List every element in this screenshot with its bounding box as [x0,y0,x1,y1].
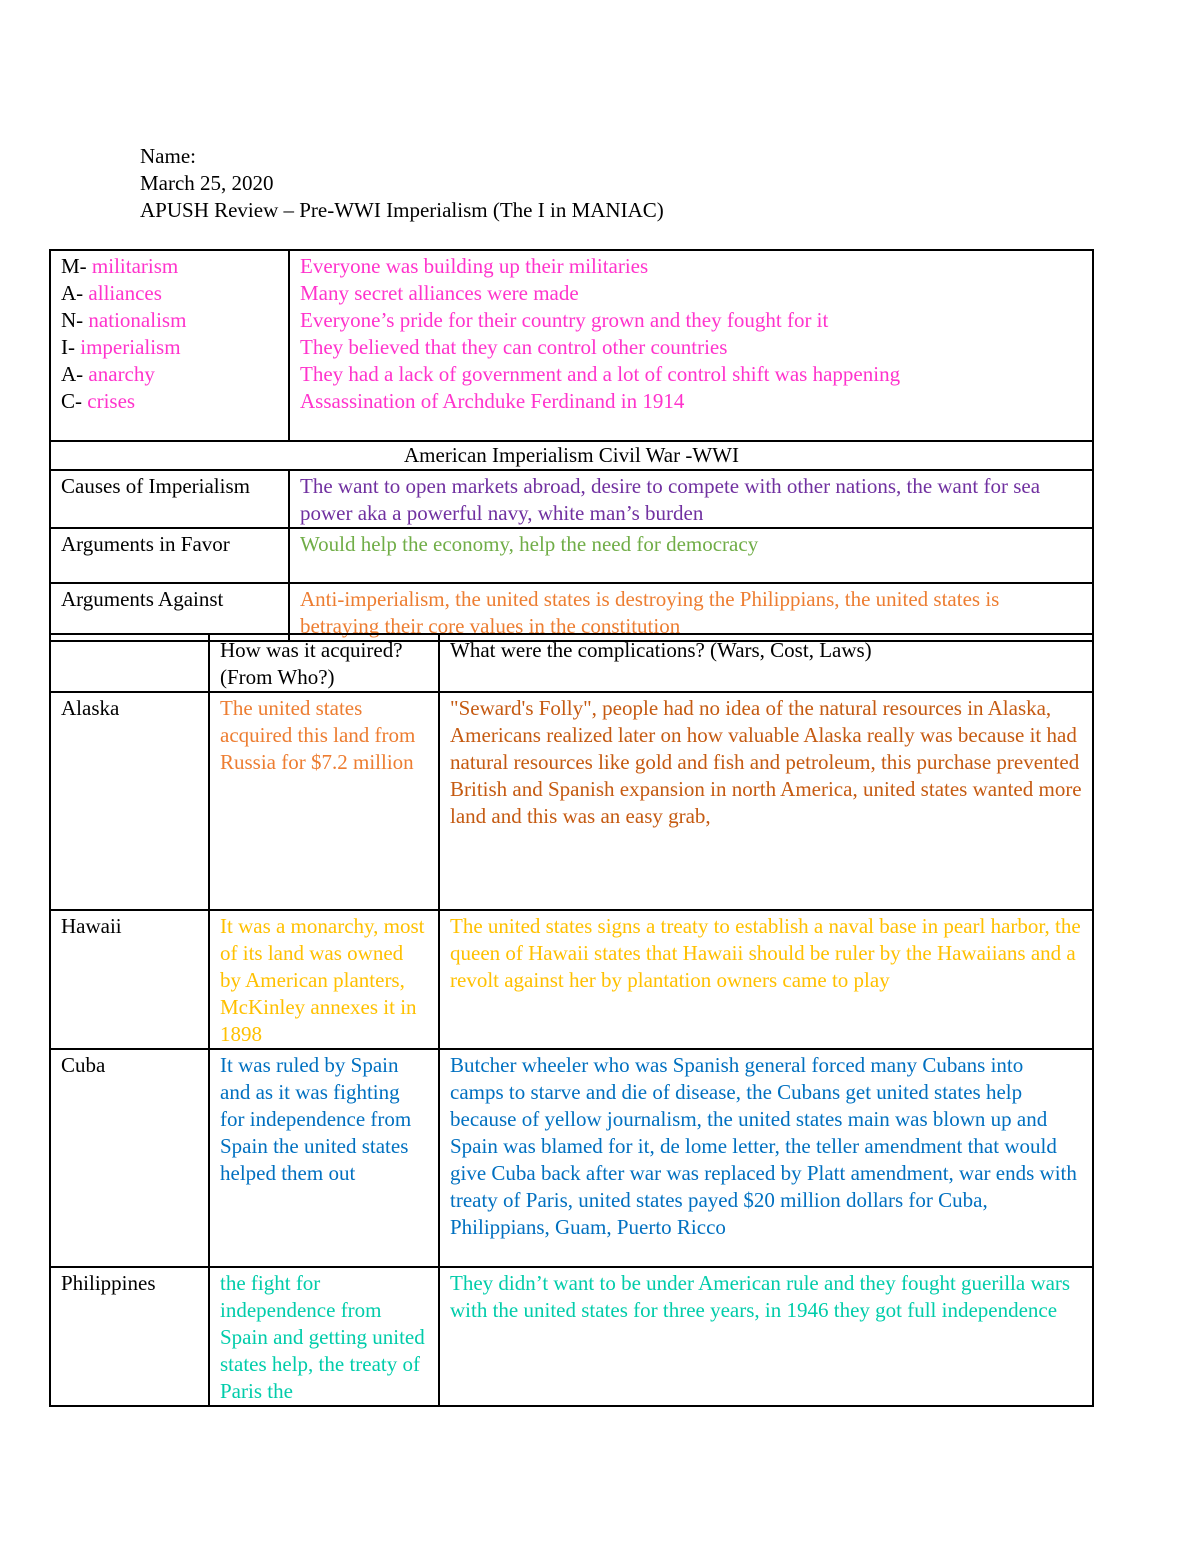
territories-header-empty [50,634,209,692]
territory-acquired: the fight for independence from Spain and getting united states help, the treaty of Paris the [209,1267,439,1406]
territory-name: Alaska [50,692,209,910]
territory-name: Cuba [50,1049,209,1267]
territory-complications: "Seward's Folly", people had no idea of the natural resources in Alaska, Americans realized later on how valuable Alaska really was because it had natural resources like gold and fish and petroleum, this purchase prevented British and Spanish expansion in north America, united states wanted more land and this was an easy grab, [439,692,1093,910]
maniac-term-crises: C- crises [61,389,136,413]
territory-complications: The united states signs a treaty to establish a naval base in pearl harbor, the queen of Hawaii states that Hawaii should be ruler by the Hawaiians and a revolt against her by plantation owners came to play [439,910,1093,1049]
territories-header-row [50,634,1093,692]
against-label: Arguments Against [50,583,289,641]
territory-complications: They didn’t want to be under American rule and they fought guerilla wars with the united states for three years, in 1946 they got full independence [439,1267,1093,1406]
date-line: March 25, 2020 [140,171,274,195]
territory-row-hawaii [50,910,1093,1049]
maniac-term-alliances: A- alliances [61,281,162,305]
american-imperialism-title-row [50,441,1093,470]
maniac-desc-crises: Assassination of Archduke Ferdinand in 1914 [300,389,685,413]
favor-label: Arguments in Favor [50,528,289,583]
against-text: Anti-imperialism, the united states is destroying the Philippians, the united states is betraying their core values in the constitution [289,583,1093,641]
territory-row-cuba [50,1049,1093,1267]
american-imperialism-table [49,440,1094,642]
col-complications-header: What were the complications? (Wars, Cost, Laws) [439,634,1093,692]
maniac-desc-nationalism: Everyone’s pride for their country grown and they fought for it [300,308,829,332]
territory-acquired: It was a monarchy, most of its land was owned by American planters, McKinley annexes it in 1898 [209,910,439,1049]
maniac-descriptions-cell [289,250,1093,441]
maniac-row [50,250,1093,441]
maniac-desc-imperialism: They believed that they can control other countries [300,335,728,359]
maniac-term-nationalism: N- nationalism [61,308,187,332]
maniac-desc-alliances: Many secret alliances were made [300,281,579,305]
territory-row-philippines [50,1267,1093,1406]
maniac-terms-cell [50,250,289,441]
territory-acquired: It was ruled by Spain and as it was fighting for independence from Spain the united states helped them out [209,1049,439,1267]
name-line: Name: [140,144,196,168]
territory-name: Philippines [50,1267,209,1406]
territory-row-alaska [50,692,1093,910]
document-header [140,143,664,224]
col-acquired-header: How was it acquired? (From Who?) [209,634,439,692]
favor-text: Would help the economy, help the need for democracy [289,528,1093,583]
american-imperialism-title: American Imperialism Civil War -WWI [50,441,1093,470]
territory-name: Hawaii [50,910,209,1049]
maniac-desc-militarism: Everyone was building up their militaries [300,254,649,278]
territory-acquired: The united states acquired this land from Russia for $7.2 million [209,692,439,910]
territories-table [49,633,1094,1407]
territory-complications: Butcher wheeler who was Spanish general forced many Cubans into camps to starve and die of disease, the Cubans get united states help because of yellow journalism, the united states main was blown up and Spain was blamed for it, de lome letter, the teller amendment that would give Cuba back after war was replaced by Platt amendment, war ends with treaty of Paris, united states payed $20 million dollars for Cuba, Philippians, Guam, Puerto Ricco [439,1049,1093,1267]
document-title: APUSH Review – Pre-WWI Imperialism (The I in MANIAC) [140,198,664,222]
causes-row [50,470,1093,528]
maniac-desc-anarchy: They had a lack of government and a lot of control shift was happening [300,362,901,386]
maniac-term-imperialism: I- imperialism [61,335,181,359]
maniac-term-anarchy: A- anarchy [61,362,155,386]
maniac-table [49,249,1094,442]
causes-text: The want to open markets abroad, desire to compete with other nations, the want for sea power aka a powerful navy, white man’s burden [289,470,1093,528]
maniac-term-militarism: M- militarism [61,254,179,278]
favor-row [50,528,1093,583]
causes-label: Causes of Imperialism [50,470,289,528]
